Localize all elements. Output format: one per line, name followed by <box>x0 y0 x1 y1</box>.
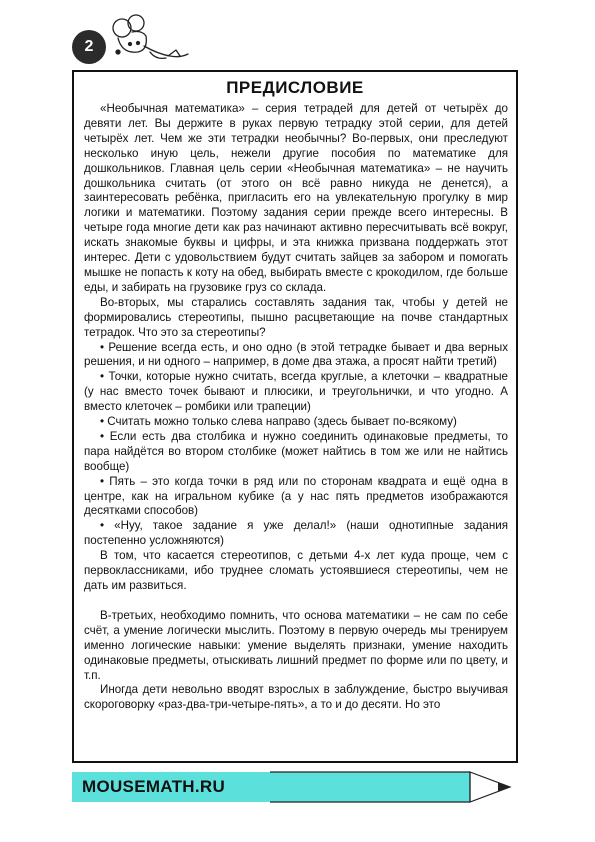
paragraph: Во-вторых, мы старались составлять задания так, чтобы у детей не формировались стереотипы, пышно расцветающие на почве стандартных тетрадок. Что это за стереотипы? <box>84 295 508 339</box>
page-number: 2 <box>84 38 94 55</box>
paragraph: Иногда дети невольно вводят взрослых в заблуждение, быстро выучивая скороговорку «раз-два-три-четыре-пять», а то и до десяти. Но это <box>84 683 508 712</box>
paragraph: В-третьих, необходимо помнить, что основа математики – не сам по себе счёт, а умение логически мыслить. Поэтому в первую очередь мы тренируем именно логические навыки: умение выделять признаки, умение находить одинаковые предметы, отыскивать лишний предмет по форме или по цвету, и т.п. <box>84 608 508 682</box>
page-number-badge <box>72 30 106 64</box>
pencil-icon <box>270 770 520 804</box>
preface-frame <box>72 70 518 763</box>
paragraph: В том, что касается стереотипов, с детьми 4-х лет куда проще, чем с первоклассниками, ибо труднее сломать устоявшиеся стереотипы, чем не дать им развиться. <box>84 549 508 592</box>
site-url: MOUSEMATH.RU <box>82 777 226 796</box>
mouse-icon <box>108 14 194 66</box>
list-item: • Точки, которые нужно считать, всегда круглые, а клеточки – квадратные (у нас вместо точек бывают и плюсики, и треугольнички, и что угодно. А вместо клеточек – ромбики или трапеции) <box>84 370 508 414</box>
list-item: • Пять – это когда точки в ряд или по сторонам квадрата и ещё одна в центре, как на игральном кубике (а у нас пять предметов изображаются десятками способов) <box>84 474 508 518</box>
page-title: ПРЕДИСЛОВИЕ <box>226 78 364 97</box>
list-item: • Если есть два столбика и нужно соединить одинаковые предметы, то пара найдётся во втором столбике (может найтись в том же или не найтись вообще) <box>84 429 508 473</box>
list-item: • Считать можно только слева направо (здесь бывает по-всякому) <box>100 415 457 429</box>
list-item: • «Нуу, такое задание я уже делал!» (наши однотипные задания постепенно усложняются) <box>84 519 508 548</box>
preface-text <box>74 102 516 713</box>
list-item: • Решение всегда есть, и оно одно (в этой тетрадке бывает и два верных решения, и ни одного – например, в доме два этажа, а просят найти третий) <box>84 340 508 369</box>
paragraph: «Необычная математика» – серия тетрадей для детей от четырёх до девяти лет. Вы держите в руках первую тетрадку этой серии, для детей четырёх лет. Чем же эти тетрадки необычны? Во-первых, они преследуют несколько иную цель, нежели другие пособия по математике для дошкольников. Главная цель серии «Необычная математика» – не научить дошкольника считать (от этого он всё равно никуда не денется), а заинтересовать ребёнка, пригласить его на увлекательную прогулку в мир логики и математики. Поэтому задания серии прежде всего интересны. В четыре года многие дети как раз начинают активно пересчитывать всё вокруг, искать знакомые буквы и цифры, и эта книжка призвана поддержать этот интерес. Дети с удовольствием будут считать зайцев за забором и помогать мышке не попасть к коту на обед, выбирать вместе с крокодилом, где больше еды, и забирать на грузовике груз со склада. <box>84 102 508 294</box>
